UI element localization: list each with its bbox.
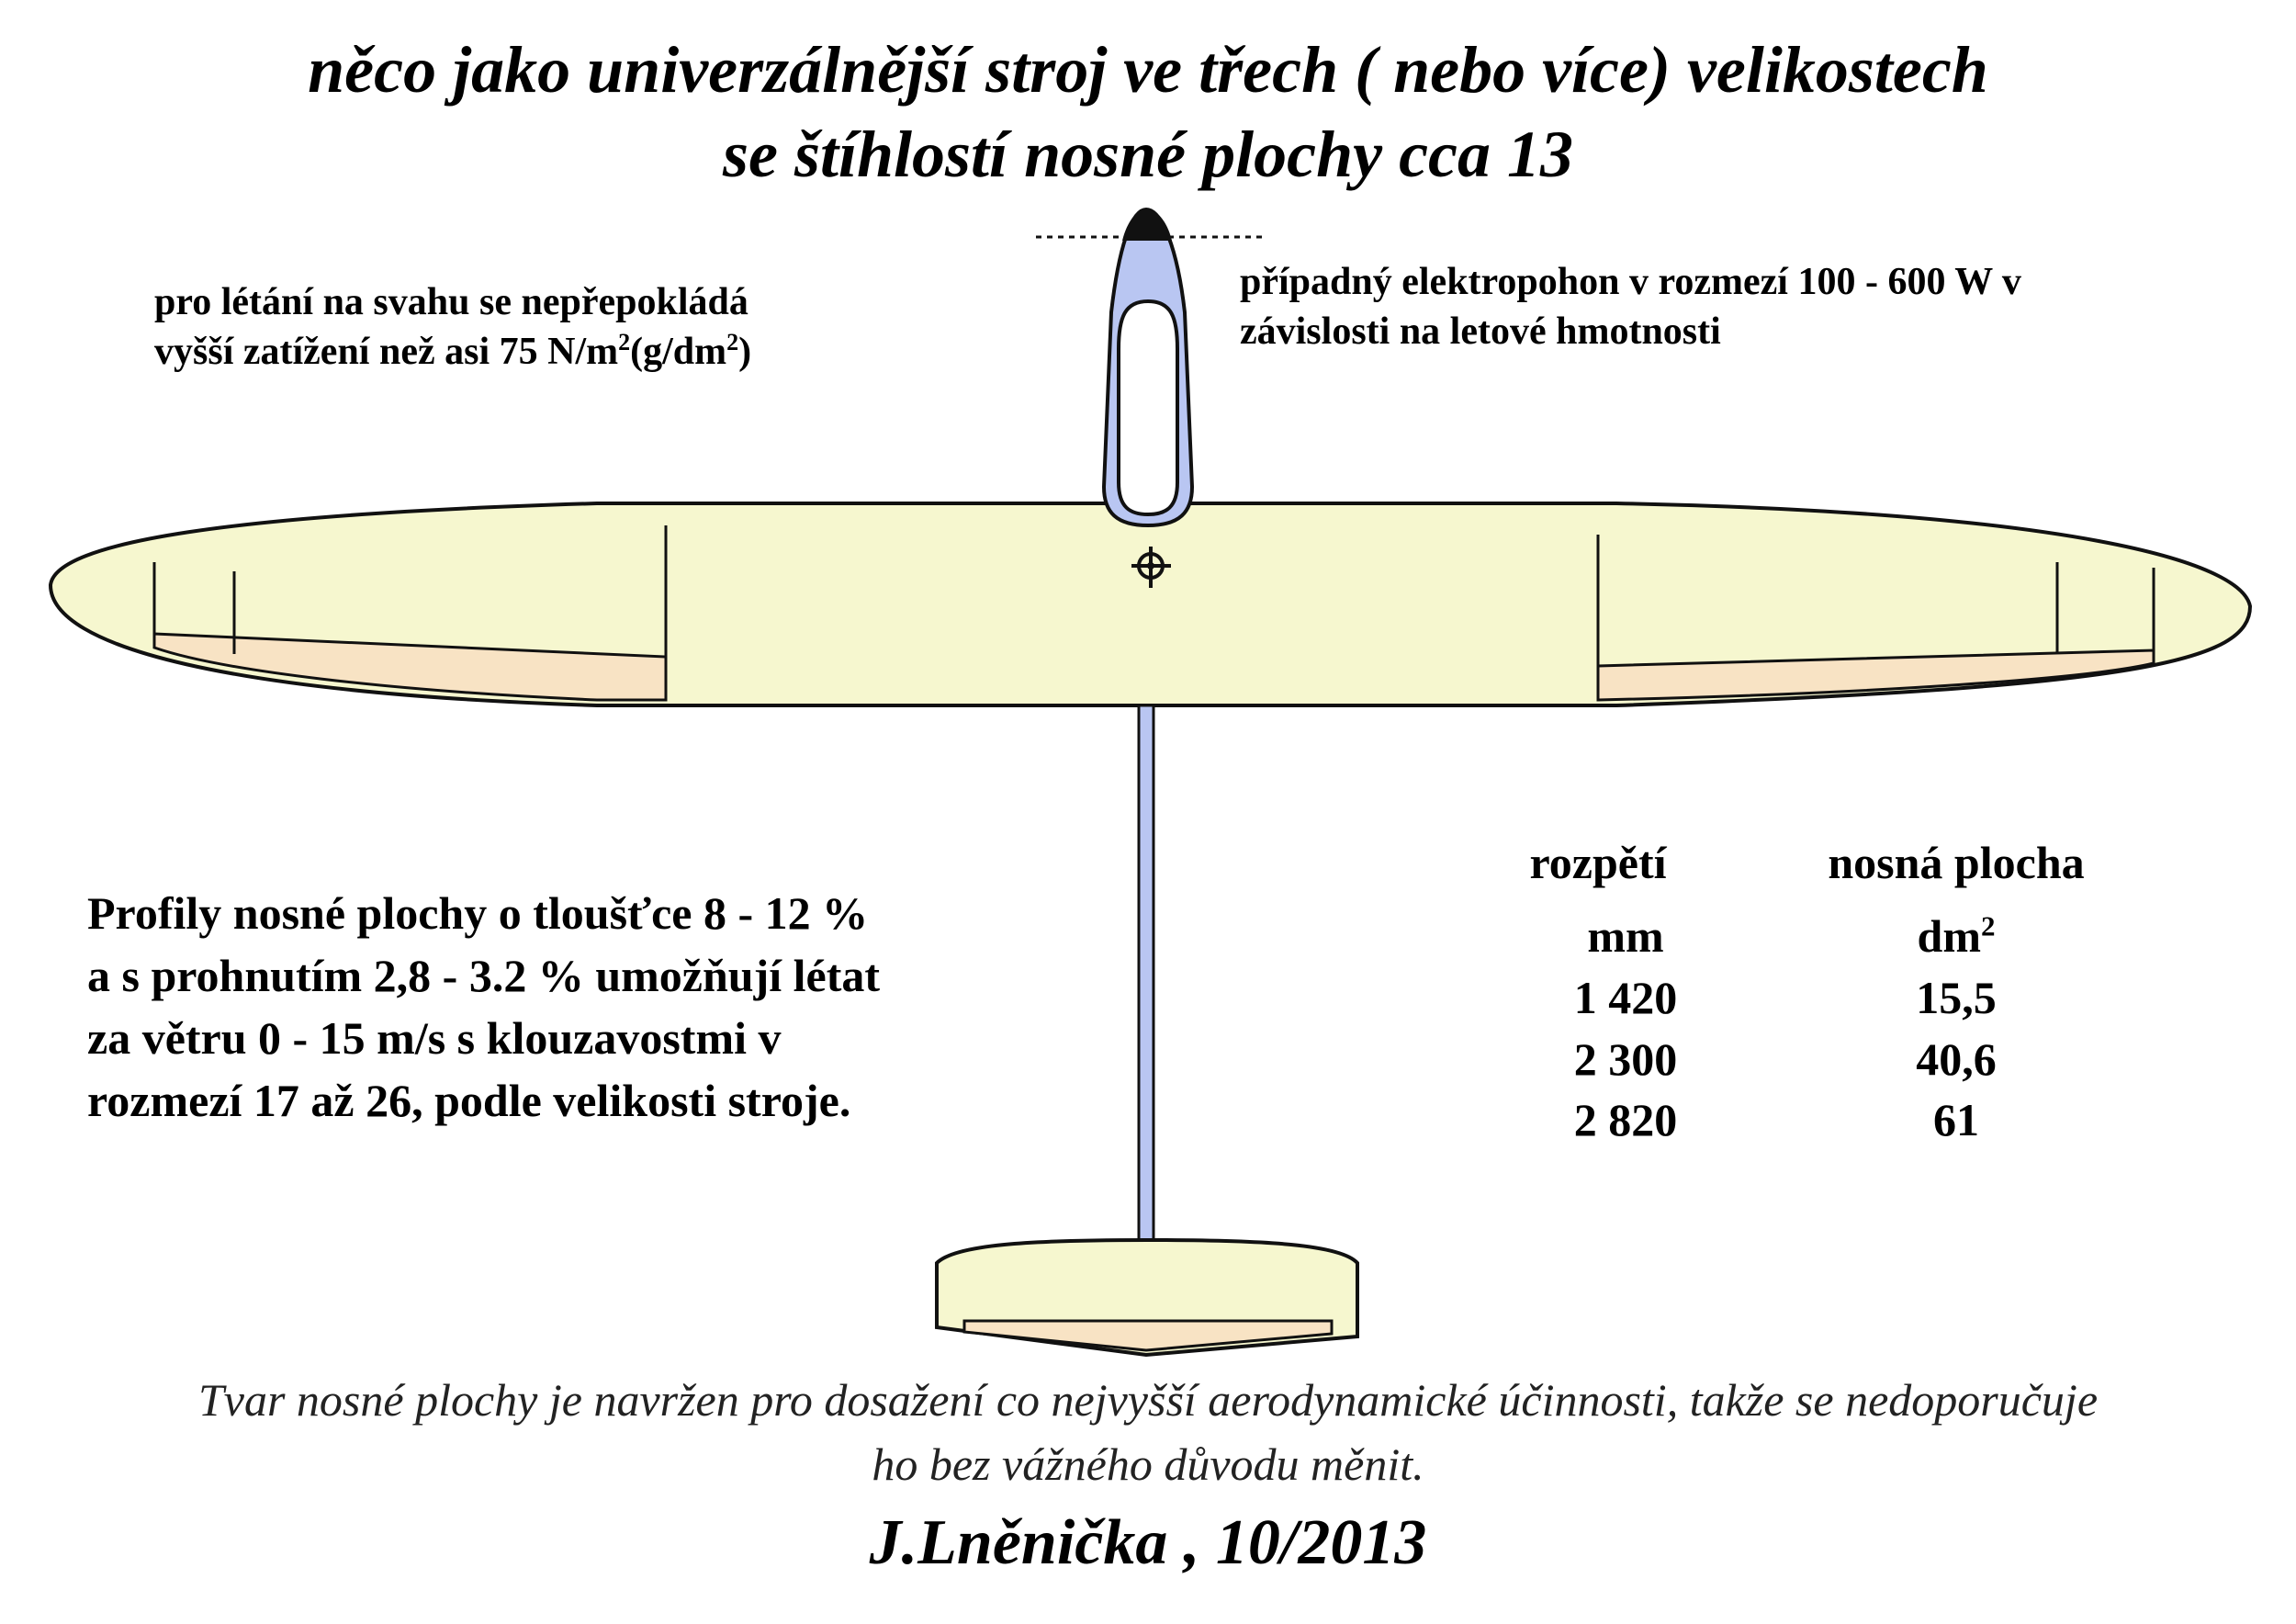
footer-line-1: Tvar nosné plochy je navržen pro dosažení co nejvyšší aerodynamické účinnosti, takže se nedoporučuje [197,1374,2099,1426]
motor-note-line-2: závislosti na letové hmotnosti [1240,310,1721,353]
size-table-span-unit: mm [1587,910,1664,962]
slope-note-line-1: pro létání na svahu se nepřepokládá [154,281,748,323]
profile-note-line: a s prohnutím 2,8 - 3.2 % umožňují létat [87,950,881,1001]
profile-note-line: za větru 0 - 15 m/s s klouzavostmi v [87,1012,782,1064]
table-row-area: 15,5 [1916,972,1997,1023]
slope-note [154,277,751,377]
table-row-area: 61 [1933,1094,1979,1145]
size-table-area-unit: $dm^2$ [1917,909,1996,962]
elevator [964,1321,1332,1350]
title-line-1: něco jako univerzálnější stroj ve třech ( nebo více) velikostech [308,33,1988,107]
table-row-area: 40,6 [1916,1033,1997,1085]
slope-note-line-2: vyšší zatížení než asi 75 $N/m^2(g/dm^2)$ [154,329,752,373]
table-row-span: 2 300 [1573,1033,1678,1085]
motor-note-line-1: případný elektropohon v rozmezí 100 - 600 W v [1240,261,2021,303]
size-table-span-header: rozpětí [1529,837,1667,888]
nose-cone [1122,209,1172,241]
table-row-span: 2 820 [1573,1094,1678,1145]
canopy [1119,301,1177,514]
profile-note-line: Profily nosné plochy o tloušťce 8 - 12 % [87,887,869,939]
table-row-span: 1 420 [1573,972,1678,1023]
title-line-2: se štíhlostí nosné plochy cca 13 [722,118,1573,191]
size-table-area-header: nosná plocha [1828,837,2085,888]
motor-note [1240,257,2021,356]
profile-note-line: rozmezí 17 až 26, podle velikosti stroje. [87,1075,851,1126]
author-signature: J.Lněnička , 10/2013 [869,1507,1427,1578]
footer-line-2: ho bez vážného důvodu měnit. [872,1438,1424,1490]
profile-note [87,882,880,1132]
tail-boom [1139,705,1154,1243]
